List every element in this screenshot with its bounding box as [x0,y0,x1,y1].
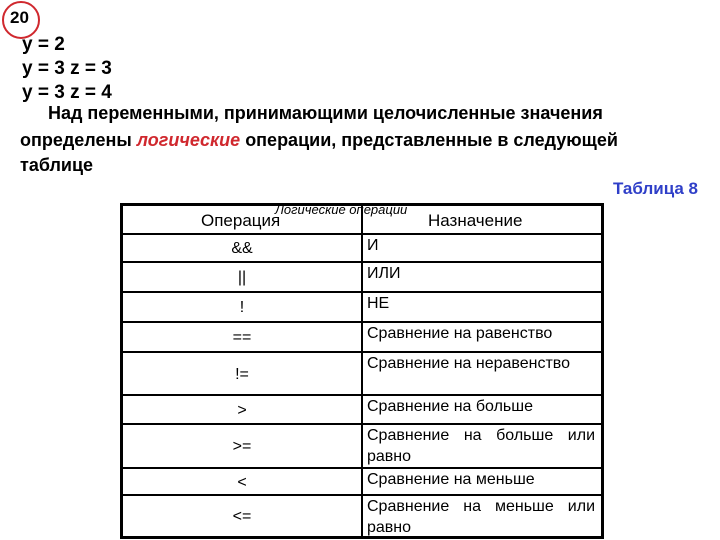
description-cell: ИЛИ [367,265,401,282]
description-cell: Сравнение на неравенство [367,355,571,372]
paragraph-line-1: Над переменными, принимающими целочисленные значения [48,103,603,123]
table-row [123,233,601,263]
table-row [123,321,601,353]
description-cell: НЕ [367,295,390,312]
table-row [123,494,601,538]
description-cell: Сравнение на меньше [367,471,535,488]
operation-cell: == [232,329,252,346]
operation-cell: < [237,473,247,491]
paragraph-line-2 [20,130,618,151]
operations-table [120,203,604,539]
operation-cell: && [231,240,253,257]
table-caption: Таблица 8 [612,179,698,198]
paragraph-line-3: таблице [20,155,94,175]
header-operation: Операция [201,211,281,230]
description-cell: Сравнение на равенство [367,325,553,342]
header-purpose: Назначение [428,211,523,230]
description-cell: Сравнение на больше [367,398,533,415]
table-row [123,423,601,469]
operation-cell: <= [232,508,252,525]
table-row [123,467,601,496]
slide-number: 20 [10,8,29,27]
description-cell: Сравнение на больше или равно [367,427,595,465]
text: определены [20,130,137,150]
table-row [123,291,601,323]
description-cell: И [367,237,379,254]
operation-cell: || [237,269,247,286]
description-cell: Сравнение на меньше или равно [367,498,595,536]
equation-2: y = 3 z = 3 [22,58,112,79]
equation-1: y = 2 [22,34,65,55]
emphasis-logical: логические [136,130,241,150]
operation-cell: >= [232,438,252,455]
equation-3: y = 3 z = 4 [22,82,112,103]
operation-cell: > [237,401,247,419]
table-row [123,261,601,293]
text: операции, представленные в следующей [240,130,618,150]
table-row [123,394,601,425]
table-row [123,351,601,396]
table-title: Логические операции [275,202,408,217]
operation-cell: ! [239,299,245,316]
operation-cell: != [235,365,249,383]
